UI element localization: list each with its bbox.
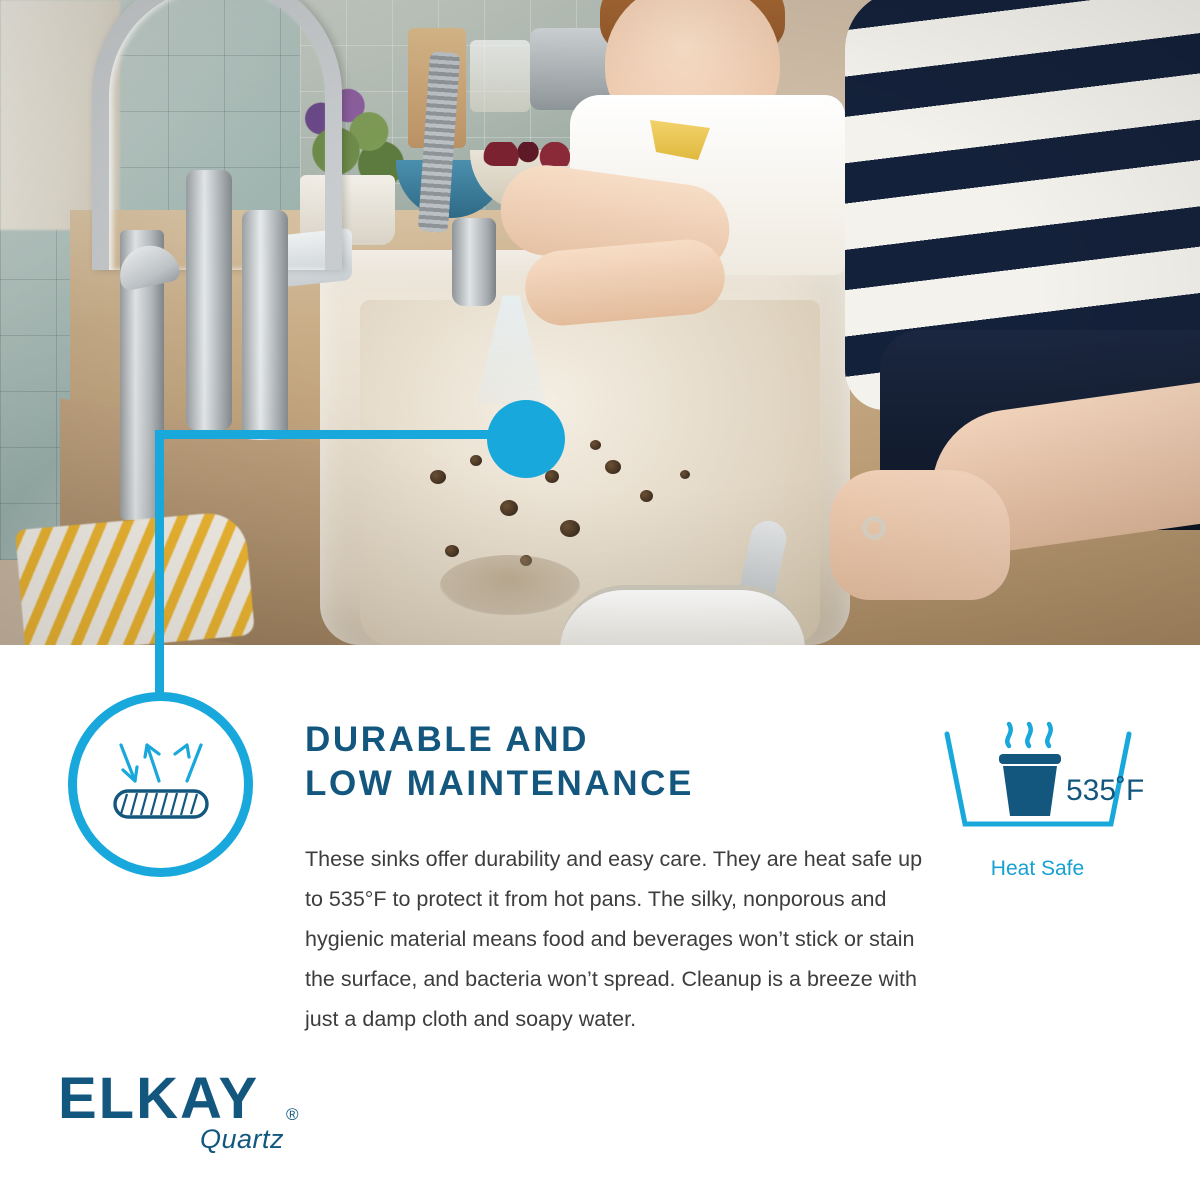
hot-pot-in-sink-icon <box>933 720 1143 838</box>
body-paragraph: These sinks offer durability and easy care. They are heat safe up to 535°F to protect it from hot pans. The silky, nonporous and hygienic material means food and beverages won’t stick or stain the surface, and bacteria won’t spread. Cleanup is a breeze with just a damp cloth and soapy water. <box>305 847 923 1031</box>
headline-line-2: LOW MAINTENANCE <box>305 764 694 804</box>
callout-dot <box>487 400 565 478</box>
registered-mark: ® <box>286 1105 299 1124</box>
heat-safe-caption: Heat Safe <box>990 857 1085 880</box>
heat-temperature-label: 535˚F <box>1065 774 1143 807</box>
callout-connector-vertical <box>155 430 164 700</box>
callout-connector-horizontal <box>155 430 510 439</box>
elkay-brand-text: ELKAY <box>58 1068 260 1130</box>
elkay-sub-brand: Quartz <box>200 1124 285 1154</box>
elkay-wordmark <box>58 1068 378 1130</box>
durability-icon-badge <box>68 692 253 877</box>
page-title <box>305 718 925 806</box>
headline-line-1: DURABLE AND <box>305 720 589 759</box>
heat-safe-badge <box>920 720 1155 881</box>
durability-shield-icon <box>101 737 221 833</box>
